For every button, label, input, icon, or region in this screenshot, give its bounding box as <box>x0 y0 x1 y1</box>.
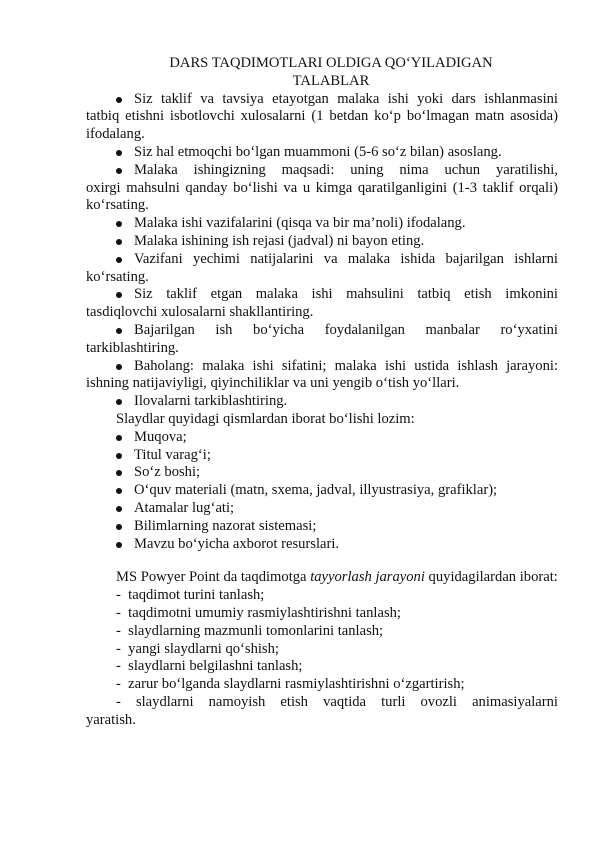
requirement-continuation: tatbiq etishni isbotlovchi xulosalarni (1 betdan ko‘p bo‘lmagan matn asosida) ifodalang. <box>86 108 558 143</box>
slide-part-item <box>86 429 558 447</box>
prep-step-item <box>86 623 558 641</box>
slide-parts-list <box>86 429 558 554</box>
dash-marker: - <box>116 587 129 604</box>
requirement-first-line: Ilovalarni tarkiblashtiring. <box>86 393 558 411</box>
bullet-icon <box>116 144 122 162</box>
prep-steps-list <box>86 587 558 694</box>
slide-part-item <box>86 536 558 554</box>
bullet-icon <box>116 251 122 269</box>
bullet-icon <box>116 358 122 376</box>
prep-intro-italic: tayyorlash jarayoni <box>310 569 425 586</box>
prep-step-label: taqdimot turini tanlash; <box>128 587 265 604</box>
requirement-first-line: Malaka ishining ish rejasi (jadval) ni bayon eting. <box>86 233 558 251</box>
requirement-item <box>86 144 558 162</box>
requirement-item <box>86 215 558 233</box>
requirement-first-line: Malaka ishingizning maqsadi: uning nima uchun yaratilishi, <box>86 162 558 180</box>
slides-intro: Slaydlar quyidagi qismlardan iborat bo‘lishi lozim: <box>116 410 415 427</box>
bullet-icon <box>116 447 122 465</box>
bullet-icon <box>116 286 122 304</box>
bullet-icon <box>116 464 122 482</box>
requirement-first-line: Vazifani yechimi natijalarini va malaka ishida bajarilgan ishlarni <box>86 251 558 269</box>
requirement-first-line: Bajarilgan ish bo‘yicha foydalanilgan manbalar ro‘yxatini <box>86 322 558 340</box>
requirement-item <box>86 286 558 322</box>
bullet-icon <box>116 393 122 411</box>
dash-marker: - <box>116 676 129 693</box>
requirement-item <box>86 233 558 251</box>
bullet-icon <box>116 91 122 109</box>
prep-intro-after: quyidagilardan iborat: <box>424 569 558 586</box>
bullet-icon <box>116 233 122 251</box>
requirement-item <box>86 358 558 394</box>
slide-part-label: Titul varag‘i; <box>134 446 211 463</box>
slide-part-item <box>86 464 558 482</box>
prep-step-label: slaydlarni belgilashni tanlash; <box>128 658 303 675</box>
requirement-item <box>86 162 558 215</box>
prep-step-item <box>86 605 558 623</box>
slide-part-item <box>86 447 558 465</box>
requirement-first-line: Siz taklif etgan malaka ishi mahsulini tatbiq etish imkonini <box>86 286 558 304</box>
slide-part-label: Mavzu bo‘yicha axborot resurslari. <box>134 535 340 552</box>
slide-part-label: Muqova; <box>134 428 187 445</box>
slide-part-label: Bilimlarning nazorat sistemasi; <box>134 517 317 534</box>
slide-part-item <box>86 500 558 518</box>
bullet-icon <box>116 162 122 180</box>
slide-part-label: So‘z boshi; <box>134 464 201 481</box>
prep-step-item <box>86 641 558 659</box>
prep-step-label: slaydlarning mazmunli tomonlarini tanlash; <box>128 622 384 639</box>
prep-last-step-first: - slaydlarni namoyish etish vaqtida turli ovozli animasiyalarni <box>116 693 558 710</box>
dash-marker: - <box>116 604 129 621</box>
requirement-item <box>86 393 558 411</box>
document-title-line1: DARS TAQDIMOTLARI OLDIGA QO‘YILADIGAN <box>169 55 493 71</box>
requirement-first-line: Baholang: malaka ishi sifatini; malaka ishi ustida ishlash jarayoni: <box>86 358 558 376</box>
requirement-first-line: Malaka ishi vazifalarini (qisqa va bir ma’noli) ifodalang. <box>86 215 558 233</box>
bullet-icon <box>116 482 122 500</box>
prep-step-label: yangi slaydlarni qo‘shish; <box>128 640 279 657</box>
document-page <box>86 55 558 729</box>
requirement-first-line: Siz taklif va tavsiya etayotgan malaka ishi yoki dars ishlanmasini <box>86 91 558 109</box>
paragraph-gap <box>86 553 558 569</box>
prep-step-item <box>86 658 558 676</box>
slide-part-item <box>86 482 558 500</box>
requirement-continuation: oxirgi mahsulni qanday bo‘lishi va u kimga qaratilganligini (1-3 taklif orqali) ko‘rsating. <box>86 179 558 214</box>
requirements-list <box>86 91 558 411</box>
prep-intro-before: MS Powyer Point da taqdimotga <box>116 569 311 586</box>
slide-part-item <box>86 518 558 536</box>
dash-marker: - <box>116 622 129 639</box>
bullet-icon <box>116 518 122 536</box>
prep-last-step-rest: yaratish. <box>86 711 136 728</box>
prep-step-item <box>86 587 558 605</box>
prep-intro <box>86 569 558 587</box>
requirement-item <box>86 322 558 358</box>
bullet-icon <box>116 215 122 233</box>
prep-step-label: zarur bo‘lganda slaydlarni rasmiylashtirishni o‘zgartirish; <box>128 676 465 693</box>
requirement-continuation: ko‘rsating. <box>86 268 149 285</box>
prep-step-item <box>86 676 558 694</box>
slide-part-label: Atamalar lug‘ati; <box>134 499 235 516</box>
requirement-continuation: tasdiqlovchi xulosalarni shakllantiring. <box>86 304 314 321</box>
requirement-item <box>86 91 558 144</box>
requirement-continuation: ishning natijaviyligi, qiyinchiliklar va uni yengib o‘tish yo‘llari. <box>86 375 460 392</box>
dash-marker: - <box>116 640 129 657</box>
bullet-icon <box>116 536 122 554</box>
dash-marker: - <box>116 658 129 675</box>
bullet-icon <box>116 322 122 340</box>
bullet-icon <box>116 429 122 447</box>
requirement-continuation: tarkiblashtiring. <box>86 339 179 356</box>
prep-step-label: taqdimotni umumiy rasmiylashtirishni tanlash; <box>128 604 401 621</box>
bullet-icon <box>116 500 122 518</box>
requirement-first-line: Siz hal etmoqchi bo‘lgan muammoni (5-6 so‘z bilan) asoslang. <box>86 144 558 162</box>
slide-part-label: O‘quv materiali (matn, sxema, jadval, illyustrasiya, grafiklar); <box>134 482 498 499</box>
requirement-item <box>86 251 558 287</box>
document-title-line2: TALABLAR <box>292 72 370 89</box>
